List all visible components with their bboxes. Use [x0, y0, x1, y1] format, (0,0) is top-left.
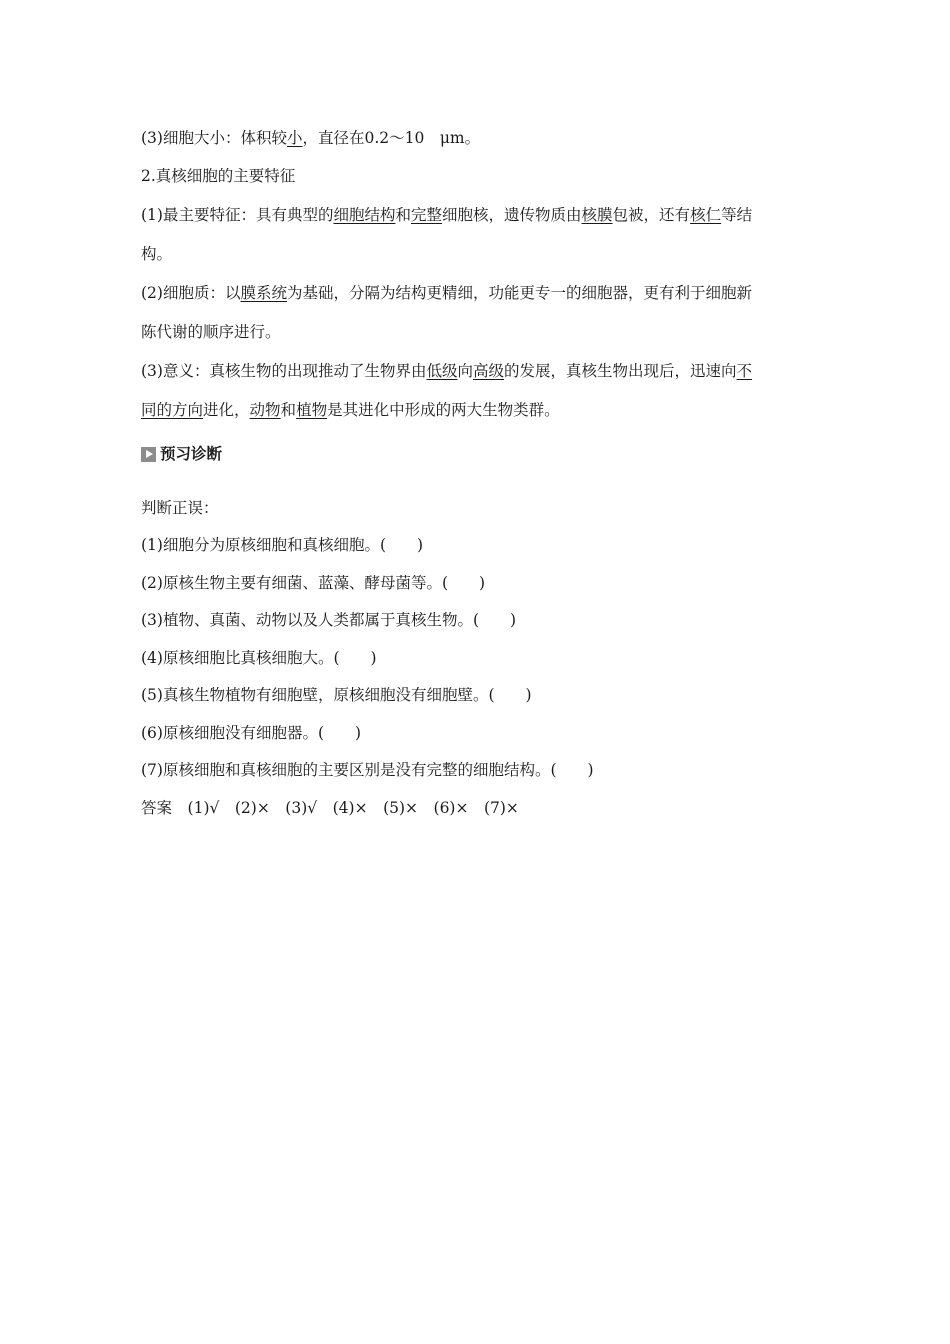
judge-item: (1)细胞分为原核细胞和真核细胞。( ): [141, 536, 424, 554]
eukaryote-feature-1: (1)最主要特征：具有典型的细胞结构和完整细胞核，遗传物质由核膜包被，还有核仁等结: [141, 206, 753, 224]
judge-item: (5)真核生物植物有细胞壁，原核细胞没有细胞壁。( ): [141, 686, 532, 704]
section-heading: 2.真核细胞的主要特征: [141, 167, 296, 185]
eukaryote-feature-3: (3)意义：真核生物的出现推动了生物界由低级向高级的发展，真核生物出现后，迅速向不: [141, 362, 753, 380]
play-triangle-icon: [141, 447, 156, 462]
answer-label: 答案: [141, 799, 173, 817]
eukaryote-feature-2-cont: 陈代谢的顺序进行。: [141, 323, 281, 341]
judge-item: (7)原核细胞和真核细胞的主要区别是没有完整的细胞结构。( ): [141, 761, 594, 779]
eukaryote-feature-3-cont: 同的方向进化，动物和植物是其进化中形成的两大生物类群。: [141, 401, 560, 419]
preview-heading: 预习诊断: [141, 444, 222, 464]
cell-size-line: (3)细胞大小：体积较小，直径在0.2～10 μm。: [141, 129, 481, 147]
judge-item: (3)植物、真菌、动物以及人类都属于真核生物。( ): [141, 611, 517, 629]
answer-values: (1)√ (2)× (3)√ (4)× (5)× (6)× (7)×: [187, 799, 519, 817]
underlined-answer: 小: [286, 129, 303, 147]
eukaryote-feature-1-cont: 构。: [141, 245, 173, 263]
eukaryote-feature-2: (2)细胞质：以膜系统为基础，分隔为结构更精细，功能更专一的细胞器，更有利于细胞新: [141, 284, 752, 302]
judge-item: (2)原核生物主要有细菌、蓝藻、酵母菌等。( ): [141, 574, 486, 592]
answer-line: [141, 798, 519, 818]
judge-intro: 判断正误：: [141, 499, 219, 517]
judge-item: (4)原核细胞比真核细胞大。( ): [141, 649, 377, 667]
judge-item: (6)原核细胞没有细胞器。( ): [141, 724, 362, 742]
